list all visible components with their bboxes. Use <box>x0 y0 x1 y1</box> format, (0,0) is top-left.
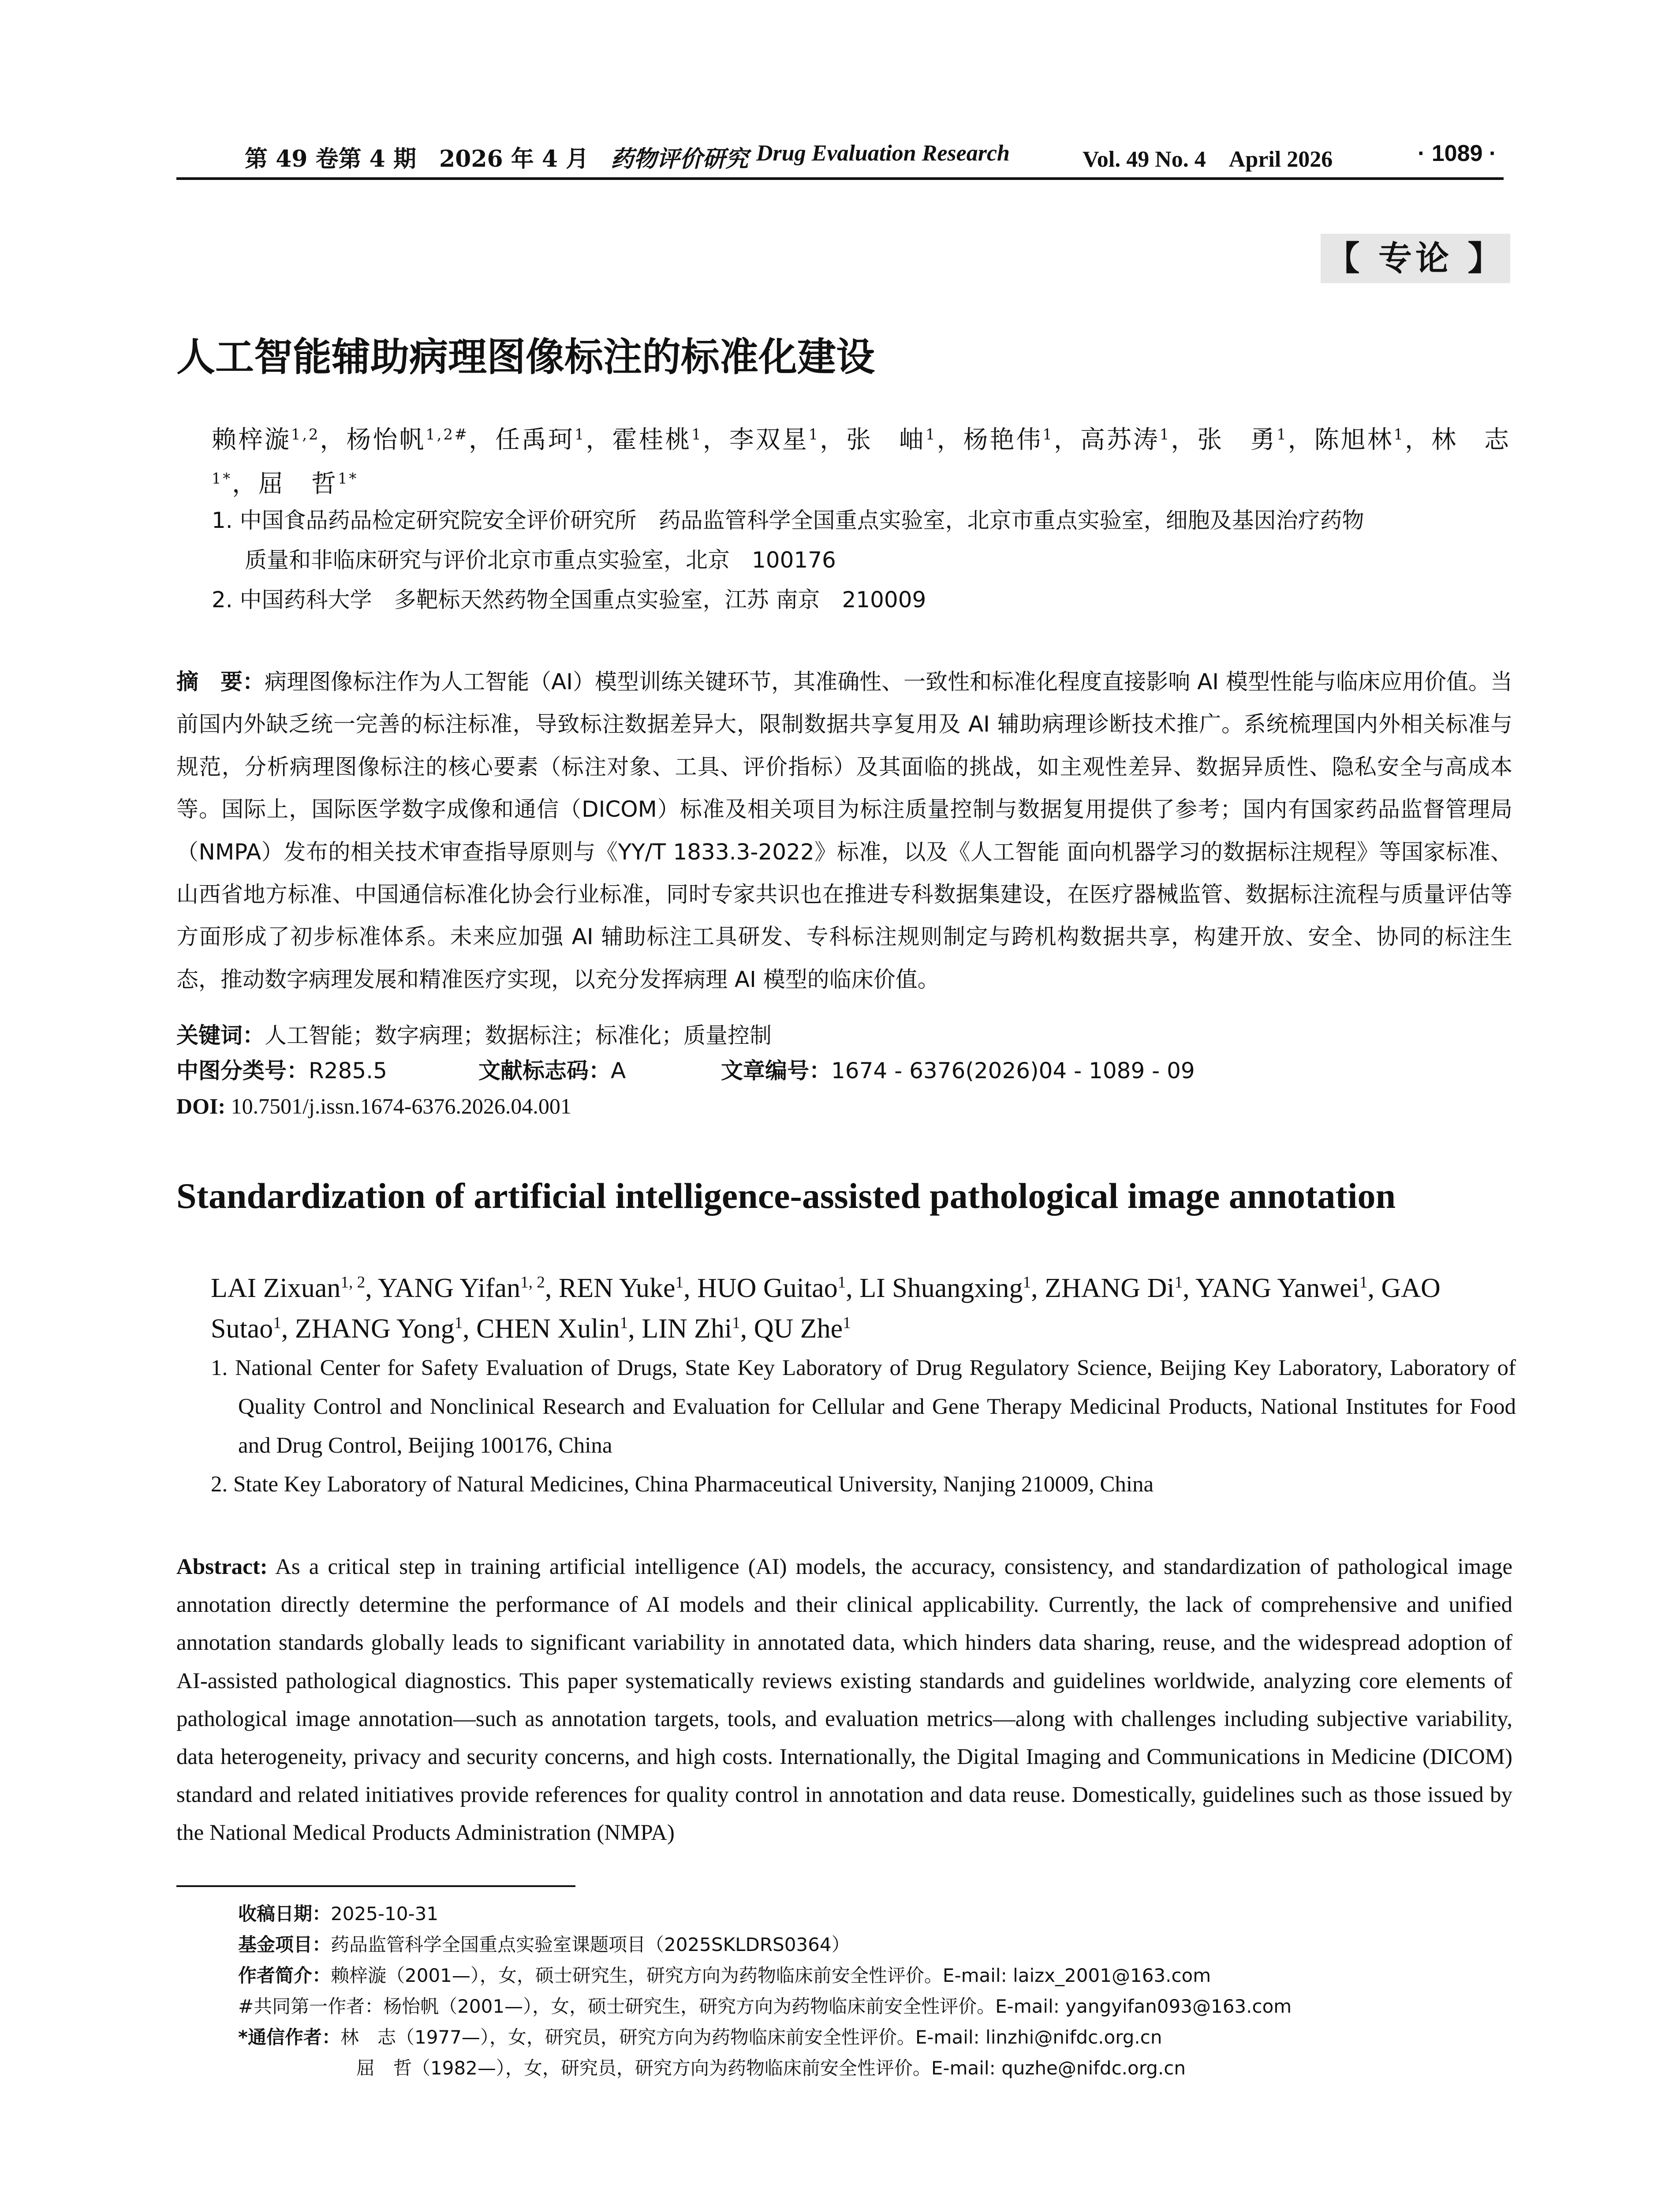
en-author <box>295 1314 463 1344</box>
abstract-cn <box>176 661 1512 1001</box>
en-author-affiliation-mark: 1 <box>1174 1273 1183 1292</box>
cn-author-affiliation-mark: 1 <box>1277 426 1288 443</box>
affiliation-en-1 <box>211 1349 1516 1465</box>
footnote-received <box>238 1899 438 1929</box>
doi <box>176 1090 571 1122</box>
en-author-name: YANG Yanwei <box>1195 1273 1359 1303</box>
abstract-cn-label: 摘 要： <box>176 669 265 695</box>
title-en: Standardization of artificial intelligence-assisted pathological image annotation <box>176 1176 1396 1216</box>
cn-author-affiliation-mark: 1 <box>1159 426 1171 443</box>
en-author <box>754 1314 851 1344</box>
cn-author-name: 陈旭林 <box>1314 426 1394 454</box>
cn-author-affiliation-mark: 1 <box>691 426 703 443</box>
cn-author-name: 高苏涛 <box>1080 426 1160 454</box>
header-rule <box>176 177 1504 180</box>
en-author-name: GAO Sutao <box>211 1273 1441 1344</box>
en-author <box>378 1273 545 1303</box>
affiliation-cn-1: 1. 中国食品药品检定研究院安全评价研究所 药品监管科学全国重点实验室，北京市重点实验室，细胞及基因治疗药物 <box>212 508 1364 533</box>
en-author-affiliation-mark: 1, 2 <box>520 1273 545 1292</box>
en-author-affiliation-mark: 1 <box>675 1273 684 1292</box>
en-author <box>642 1314 740 1344</box>
footnote-fund <box>238 1929 850 1960</box>
affiliation-cn-2: 2. 中国药科大学 多靶标天然药物全国重点实验室，江苏 南京 210009 <box>212 587 926 613</box>
corr1-value: 林 志（1977—），女，研究员，研究方向为药物临床前安全性评价。E-mail: linzhi@nifdc.org.cn <box>340 2026 1162 2048</box>
journal-name-en: Drug Evaluation Research <box>756 141 1010 166</box>
cn-author <box>1314 426 1405 454</box>
keywords-cn <box>176 1020 772 1051</box>
en-author-name: REN Yuke <box>558 1273 676 1303</box>
bio-value: 赖梓漩（2001—），女，硕士研究生，研究方向为药物临床前安全性评价。E-mail: laizx_2001@163.com <box>331 1965 1211 1986</box>
en-author-affiliation-mark: 1 <box>273 1314 281 1332</box>
doc-value: A <box>611 1058 626 1084</box>
doi-label: DOI: <box>176 1094 226 1118</box>
cn-author-name: 张 岫 <box>846 426 926 454</box>
clc-label: 中图分类号： <box>176 1058 309 1084</box>
journal-logo-cn: 药物评价研究 <box>611 146 749 172</box>
cn-author-name: 李双星 <box>729 426 809 454</box>
en-author-affiliation-mark: 1 <box>837 1273 846 1292</box>
cn-author <box>729 426 820 454</box>
en-author-affiliation-mark: 1 <box>1023 1273 1031 1292</box>
art-value: 1674 - 6376(2026)04 - 1089 - 09 <box>831 1058 1195 1084</box>
en-author-affiliation-mark: 1 <box>620 1314 628 1332</box>
en-author-name: LIN Zhi <box>642 1314 732 1344</box>
header-issue-en: Vol. 49 No. 4 April 2026 <box>1083 147 1333 172</box>
clc-value: R285.5 <box>309 1058 387 1084</box>
cn-author-affiliation-mark: 1* <box>338 470 358 487</box>
cn-author-affiliation-mark: 1,2 <box>291 426 320 443</box>
classification-doc <box>478 1055 626 1087</box>
classification-clc <box>176 1055 387 1087</box>
corr-label: *通信作者： <box>238 2026 340 2048</box>
cn-author-name: 林 志 <box>1431 426 1511 454</box>
doi-value: 10.7501/j.issn.1674-6376.2026.04.001 <box>231 1094 571 1118</box>
received-label: 收稿日期： <box>238 1903 331 1925</box>
cn-author <box>612 426 702 454</box>
cn-author <box>495 426 586 454</box>
bio-label: 作者简介： <box>238 1965 331 1986</box>
cn-author-affiliation-mark: 1 <box>574 426 586 443</box>
en-author-affiliation-mark: 1, 2 <box>340 1273 366 1292</box>
en-author-name: ZHANG Yong <box>295 1314 455 1344</box>
title-cn: 人工智能辅助病理图像标注的标准化建设 <box>176 334 875 380</box>
cn-author-name: 张 勇 <box>1197 426 1277 454</box>
column-tag: 【 专论 】 <box>1321 234 1510 283</box>
cn-author-name: 霍桂桃 <box>612 426 692 454</box>
cn-author <box>1197 426 1288 454</box>
cn-author-name: 任禹珂 <box>495 426 575 454</box>
cn-author-name: 赖梓漩 <box>212 426 291 454</box>
art-label: 文章编号： <box>721 1058 831 1084</box>
cn-author <box>346 426 469 454</box>
cn-author <box>963 426 1053 454</box>
cn-author-affiliation-mark: 1 <box>926 426 937 443</box>
abstract-en-label: Abstract: <box>176 1555 268 1579</box>
en-author-name: HUO Guitao <box>697 1273 838 1303</box>
affiliation-en-1-text: 1. National Center for Safety Evaluation of Drugs, State Key Laboratory of Drug Regulatory Science, Beijing Key Laboratory, Laboratory of Quality Control and Nonclinical Research and Evaluation for Cellular and Gene Therapy Medicinal Products, National Institutes for Food and Drug Control, Beijing 100176, China <box>211 1356 1516 1458</box>
abstract-en <box>176 1548 1512 1852</box>
footnote-rule <box>176 1885 575 1887</box>
cn-author-affiliation-mark: 1,2# <box>426 426 469 443</box>
footnote-corresponding-2: 屈 哲（1982—），女，研究员，研究方向为药物临床前安全性评价。E-mail: quzhe@nifdc.org.cn <box>356 2057 1186 2079</box>
en-author <box>859 1273 1031 1303</box>
cn-author-name: 杨怡帆 <box>346 426 426 454</box>
classification-art <box>721 1055 1195 1087</box>
authors-cn: 赖梓漩$^{1,2}$，杨怡帆$^{1,2\#}$，任禹珂$^1$，霍桂桃$^1$，李双星$^1$，张 岫$^1$，杨艳伟$^1$，高苏涛$^1$，张 勇$^1$，陈旭林$^1$，林 志$^{1*}$，屈 哲$^{1*}$ <box>212 426 1511 498</box>
en-author-affiliation-mark: 1 <box>732 1314 740 1332</box>
cn-author-affiliation-mark: 1 <box>1393 426 1405 443</box>
cn-author-name: 屈 哲 <box>258 470 338 498</box>
cn-author-affiliation-mark: 1 <box>1042 426 1054 443</box>
received-value: 2025-10-31 <box>331 1903 439 1925</box>
footnote-corresponding <box>238 2022 1162 2053</box>
en-author <box>697 1273 846 1303</box>
authors-en: LAI Zixuan$^{1, 2}$, YANG Yifan$^{1, 2}$, REN Yuke$^1$, HUO Guitao$^1$, LI Shuangxing$^1$, ZHANG Di$^1$, YANG Yanwei$^1$, GAO Sutao$^1$, ZHANG Yong$^1$, CHEN Xulin$^1$, LIN Zhi$^1$, QU Zhe$^1$ <box>211 1273 1441 1344</box>
en-author <box>1045 1273 1183 1303</box>
en-author <box>476 1314 628 1344</box>
cn-author <box>258 470 358 498</box>
en-author <box>1195 1273 1368 1303</box>
cn-author-name: 杨艳伟 <box>963 426 1043 454</box>
keywords-label: 关键词： <box>176 1023 265 1048</box>
affiliation-en-2: 2. State Key Laboratory of Natural Medicines, China Pharmaceutical University, Nanjing 210009, China <box>211 1472 1154 1497</box>
cn-author <box>1080 426 1171 454</box>
page-number: · 1089 · <box>1418 141 1497 166</box>
footnote-bio <box>238 1960 1211 1991</box>
footnote-cofirst: #共同第一作者：杨怡帆（2001—），女，硕士研究生，研究方向为药物临床前安全性评价。E-mail: yangyifan093@163.com <box>238 1996 1292 2017</box>
abstract-en-text: As a critical step in training artificial intelligence (AI) models, the accuracy, consistency, and standardization of pathological image annotation directly determine the performance of AI models and their clinical applicability. Currently, the lack of comprehensive and unified annotation standards globally leads to significant variability in annotated data, which hinders data sharing, reuse, and the widespread adoption of AI-assisted pathological diagnostics. This paper systematically reviews existing standards and guidelines worldwide, analyzing core elements of pathological image annotation—such as annotation targets, tools, and evaluation metrics—along with challenges including subjective variability, data heterogeneity, privacy and security concerns, and high costs. Internationally, the Digital Imaging and Communications in Medicine (DICOM) standard and related initiatives provide references for quality control in annotation and data reuse. Domestically, guidelines such as those issued by the National Medical Products Administration (NMPA) <box>176 1555 1512 1846</box>
en-author-name: ZHANG Di <box>1045 1273 1175 1303</box>
en-author-name: YANG Yifan <box>377 1273 521 1303</box>
affiliation-cn-1-cont: 质量和非临床研究与评价北京市重点实验室，北京 100176 <box>245 547 836 573</box>
en-author-affiliation-mark: 1 <box>454 1314 463 1332</box>
en-author <box>559 1273 683 1303</box>
en-author-name: CHEN Xulin <box>476 1314 620 1344</box>
fund-value: 药品监管科学全国重点实验室课题项目（2025SKLDRS0364） <box>331 1934 850 1955</box>
doc-label: 文献标志码： <box>478 1058 611 1084</box>
cn-author <box>212 426 320 454</box>
header-issue-cn: 第 49 卷第 4 期 2026 年 4 月 <box>245 146 589 172</box>
fund-label: 基金项目： <box>238 1934 331 1955</box>
keywords-text: 人工智能；数字病理；数据标注；标准化；质量控制 <box>265 1023 772 1048</box>
en-author-name: LI Shuangxing <box>859 1273 1023 1303</box>
abstract-cn-text: 病理图像标注作为人工智能（AI）模型训练关键环节，其准确性、一致性和标准化程度直接影响 AI 模型性能与临床应用价值。当前国内外缺乏统一完善的标注标准，导致标注数据差异大，限制数据共享复用及 AI 辅助病理诊断技术推广。系统梳理国内外相关标准与规范，分析病理图像标注的核心要素（标注对象、工具、评价指标）及其面临的挑战，如主观性差异、数据异质性、隐私安全与高成本等。国际上，国际医学数字成像和通信（DICOM）标准及相关项目为标注质量控制与数据复用提供了参考；国内有国家药品监督管理局（NMPA）发布的相关技术审查指导原则与《YY/T 1833.3-2022》标准，以及《人工智能 面向机器学习的数据标注规程》等国家标准、山西省地方标准、中国通信标准化协会行业标准，同时专家共识也在推进专科数据集建设，在医疗器械监管、数据标注流程与质量评估等方面形成了初步标准体系。未来应加强 AI 辅助标注工具研发、专科标注规则制定与跨机构数据共享，构建开放、安全、协同的标注生态，推动数字病理发展和精准医疗实现，以充分发挥病理 AI 模型的临床价值。 <box>176 669 1513 992</box>
en-author-name: QU Zhe <box>754 1314 843 1344</box>
cn-author-affiliation-mark: 1* <box>212 470 232 487</box>
en-author-name: LAI Zixuan <box>211 1273 341 1303</box>
en-author-affiliation-mark: 1 <box>843 1314 851 1332</box>
cn-author <box>846 426 937 454</box>
en-author <box>211 1273 365 1303</box>
cn-author-affiliation-mark: 1 <box>808 426 820 443</box>
en-author-affiliation-mark: 1 <box>1359 1273 1368 1292</box>
